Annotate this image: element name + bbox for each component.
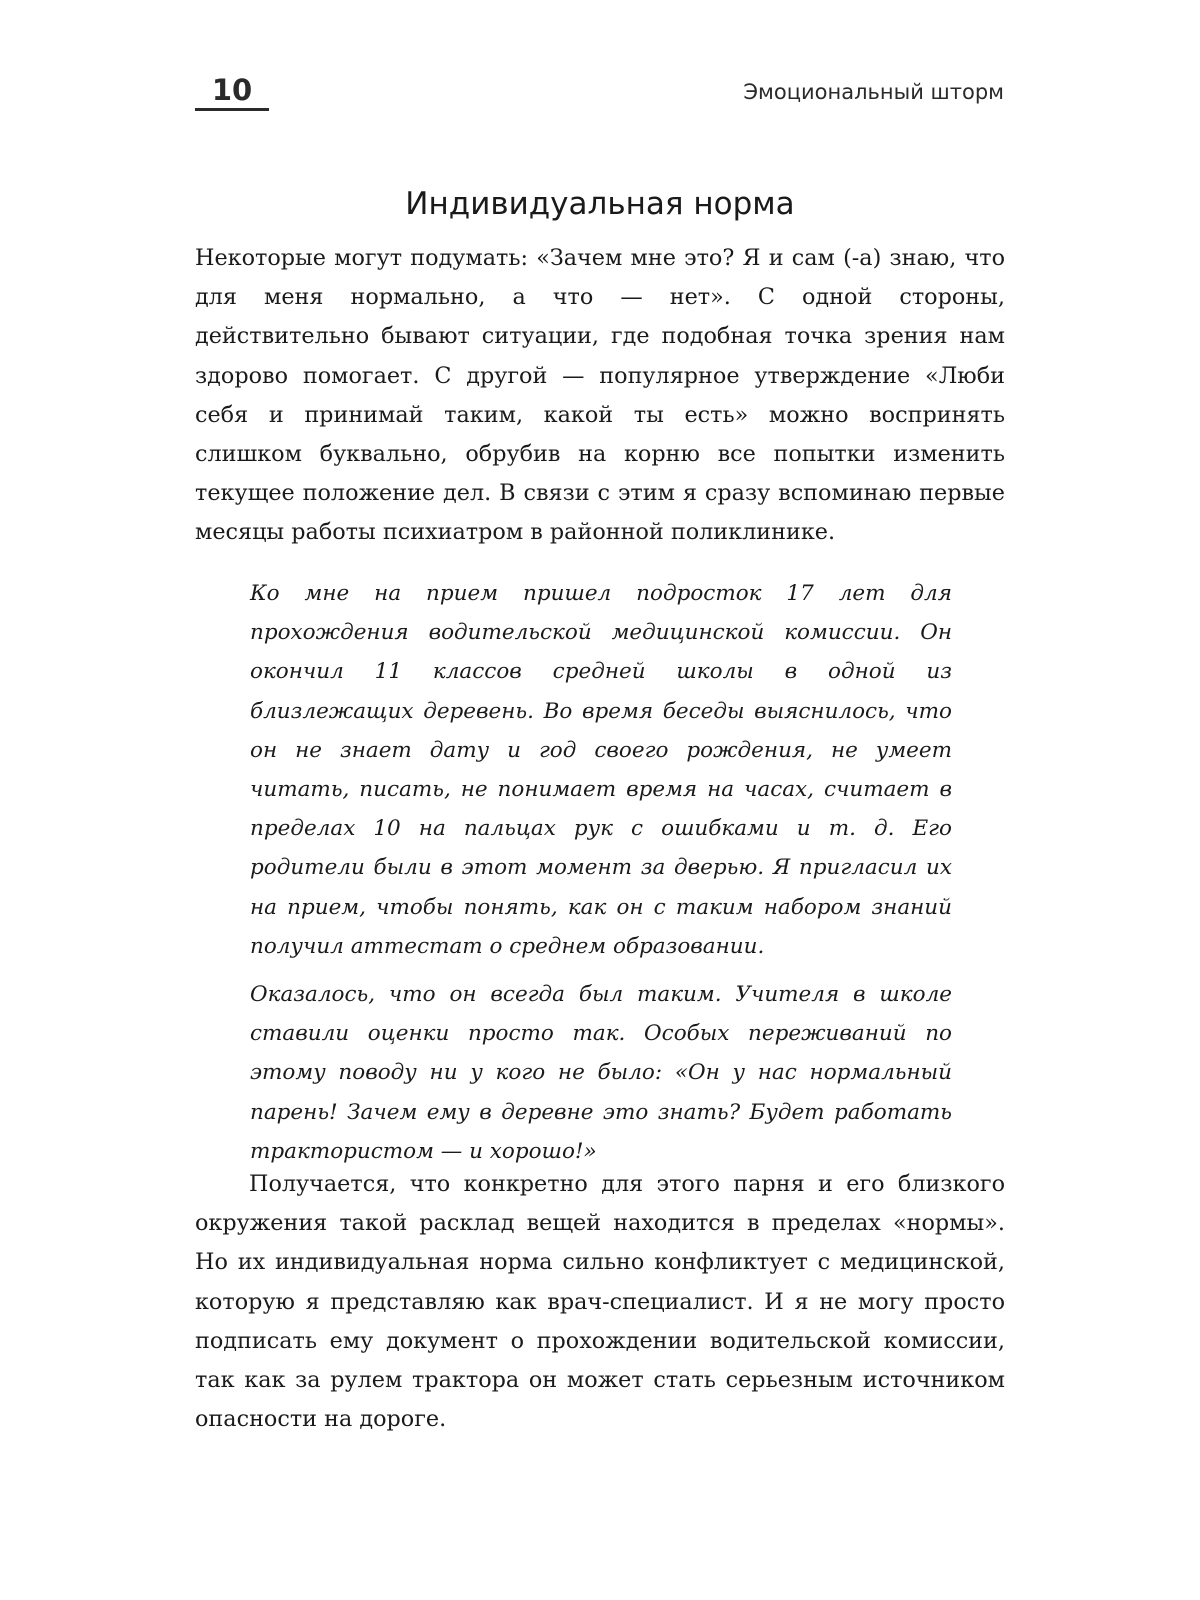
page-number: 10	[211, 73, 253, 107]
quote-paragraph-2: Оказалось, что он всегда был таким. Учителя в школе ставили оценки просто так. Особых переживаний по этому поводу ни у кого не было: «Он у нас нормальный парень! Зачем ему в деревне это знать? Будет работать трактористом — и хорошо!»	[250, 982, 952, 1164]
intro-paragraph: Некоторые могут подумать: «Зачем мне это? Я и сам (-а) знаю, что для меня нормально, а что — нет». С одной стороны, действительно бывают ситуации, где подобная точка зрения нам здорово помогает. С другой — популярное утверждение «Люби себя и принимай таким, какой ты есть» можно воспринять слишком буквально, обрубив на корню все попытки изменить текущее положение дел. В связи с этим я сразу вспоминаю первые месяцы работы психиатром в районной поликлинике.	[195, 245, 1005, 546]
conclusion-paragraph: Получается, что конкретно для этого парня и его близкого окружения такой расклад вещей находится в пределах «нормы». Но их индивидуальная норма сильно конфликтует с медицинской, которую я представляю как врач-специалист. И я не могу просто подписать ему документ о прохождении водительской комиссии, так как за рулем трактора он может стать серьезным источником опасности на дороге.	[195, 1171, 1005, 1433]
running-head-title: Эмоциональный шторм	[743, 80, 1004, 104]
page-number-underline	[195, 108, 269, 111]
case-quote-block	[250, 574, 952, 1180]
quote-paragraph-1: Ко мне на прием пришел подросток 17 лет для прохождения водительской медицинской комиссии. Он окончил 11 классов средней школы в одной из близлежащих деревень. Во время беседы выяснилось, что он не знает дату и год своего рождения, не умеет читать, писать, не понимает время на часах, считает в пределах 10 на пальцах рук с ошибками и т. д. Его родители были в этот момент за дверью. Я пригласил их на прием, чтобы понять, как он с таким набором знаний получил аттестат о среднем образовании.	[250, 581, 952, 959]
section-title: Индивидуальная норма	[405, 186, 795, 222]
